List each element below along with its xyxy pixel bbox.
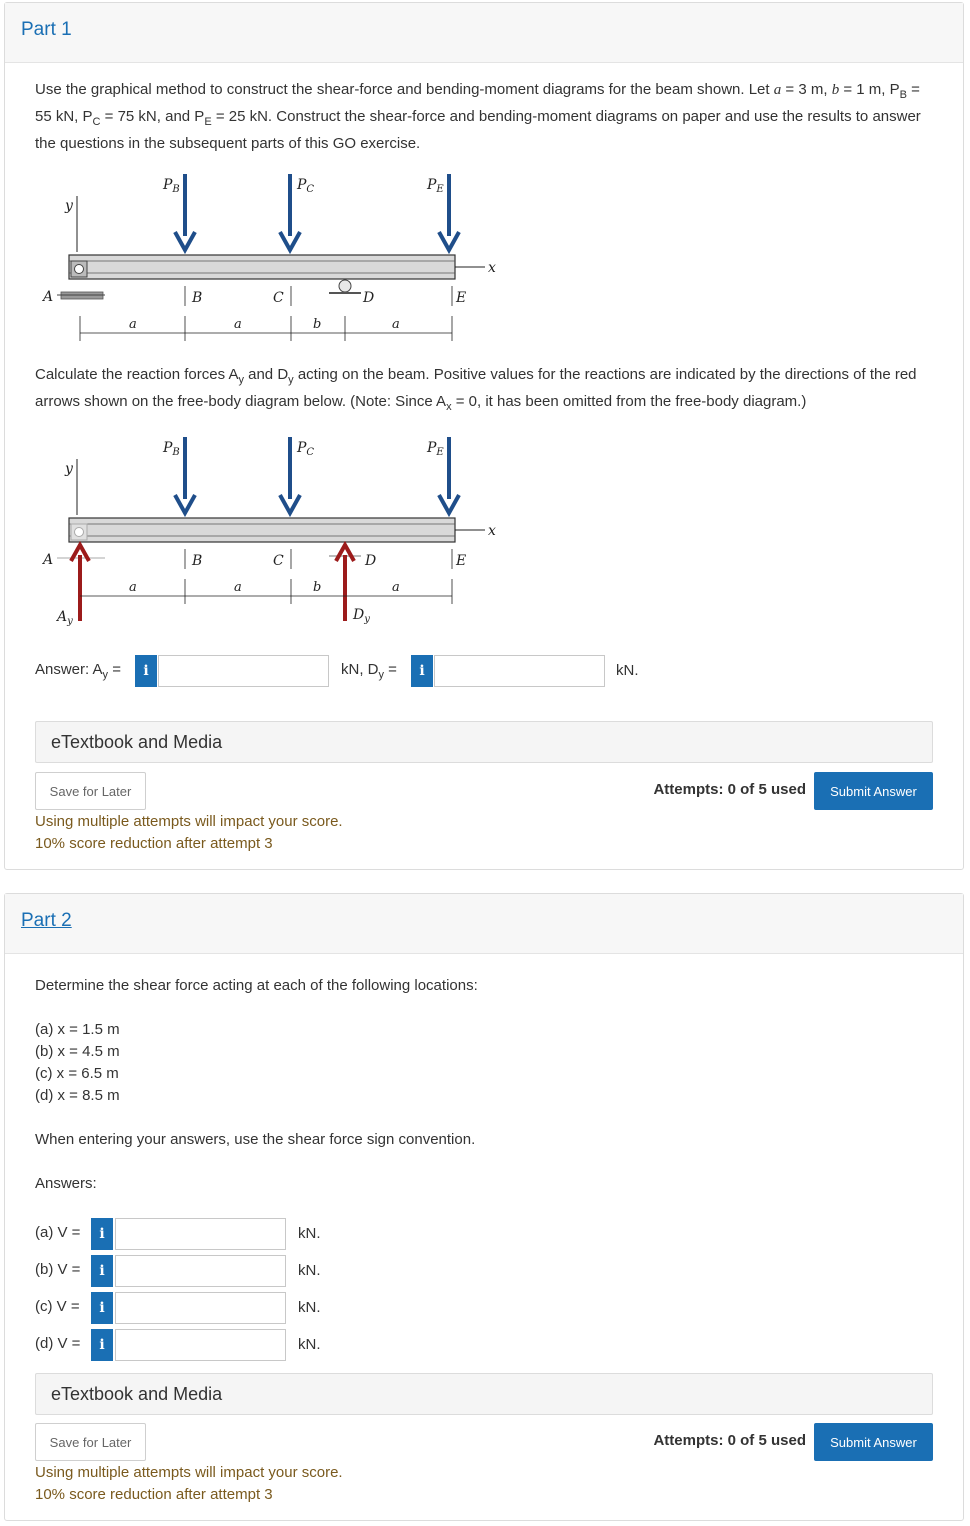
y-axis-label: y [65,198,73,214]
fbd-label-b: B [192,553,203,569]
dy-label-eq: = [384,661,397,678]
label-c: C [273,290,284,306]
location-c: (c) x = 6.5 m [35,1065,119,1082]
ay-info-icon[interactable]: i [135,655,157,687]
reaction-prompt [35,364,940,418]
sub-b: B [899,89,907,101]
location-d: (d) x = 8.5 m [35,1087,120,1104]
label-pe: $P_E$ [427,177,444,195]
beam [69,255,455,279]
fbd-x-axis-label: x [488,523,496,539]
sub-x: x [446,401,452,413]
free-body-diagram [35,429,505,629]
x-axis-label: x [488,260,496,276]
fbd-dim-a-1: a [129,580,137,595]
etextbook-media-2[interactable]: eTextbook and Media [35,1373,933,1415]
location-a: (a) x = 1.5 m [35,1021,120,1038]
intro-text-4: = 55 kN, P [35,81,920,125]
intro-text-6: = 25 kN. Construct the shear-force and bending-moment diagrams on paper and use the results to answer the questions in the subsequent parts of this GO exercise. [35,108,921,152]
sub-e: E [204,116,212,128]
score-reduction-note-1: 10% score reduction after attempt 3 [35,835,273,852]
location-b: (b) x = 4.5 m [35,1043,120,1060]
attempts-counter-1: Attempts: 0 of 5 used [653,781,806,798]
save-for-later-button-2[interactable]: Save for Later [35,1423,146,1461]
submit-answer-button-2[interactable]: Submit Answer [814,1423,933,1461]
ay-label-text: Answer: A [35,661,103,678]
vb-label: (b) V = [35,1261,81,1278]
part2-prompt: Determine the shear force acting at each of the following locations: [35,977,478,994]
attempt-warning-1: Using multiple attempts will impact your score. [35,813,343,830]
vb-input[interactable] [115,1255,286,1287]
label-b: B [192,290,203,306]
dy-label-text: kN, D [341,661,379,678]
answers-label: Answers: [35,1175,97,1192]
va-unit: kN. [298,1225,321,1242]
intro-text-3: = 1 m, P [839,81,900,98]
var-a: a [773,82,782,98]
vd-unit: kN. [298,1336,321,1353]
etextbook-media-1[interactable]: eTextbook and Media [35,721,933,763]
dim-a-3: a [392,317,400,332]
dy-unit: kN. [616,662,639,679]
save-for-later-button-1[interactable]: Save for Later [35,772,146,810]
vc-unit: kN. [298,1299,321,1316]
part2-panel [4,893,964,1521]
label-pb: $P_B$ [163,177,180,195]
label-e: E [456,290,467,306]
fbd-label-e: E [456,553,467,569]
reaction-arrow-ay [71,545,89,621]
vd-input[interactable] [115,1329,286,1361]
intro-text-5: = 75 kN, and P [100,108,205,125]
roller-support-d [339,280,351,292]
dy-label [341,661,397,681]
intro-text-1: Use the graphical method to construct the shear-force and bending-moment diagrams for the beam shown. Let [35,81,774,98]
dim-a-1: a [129,317,137,332]
fbd-beam [69,518,455,542]
sub-y1: y [238,374,244,386]
label-a: A [43,289,54,305]
part1-panel [4,2,964,870]
dy-input[interactable] [434,655,605,687]
ay-label-eq: = [108,661,121,678]
vd-info-icon[interactable]: i [91,1329,113,1361]
ay-label-sub: y [102,669,109,681]
fbd-dim-a-2: a [234,580,242,595]
label-d: D [363,290,375,306]
fbd-label-d: D [365,553,377,569]
vc-input[interactable] [115,1292,286,1324]
reaction-arrow-dy [336,545,354,621]
sub-y2: y [288,374,294,386]
fbd-dim-a-3: a [392,580,400,595]
part1-intro [35,79,940,155]
attempt-warning-2: Using multiple attempts will impact your score. [35,1464,343,1481]
vb-unit: kN. [298,1262,321,1279]
dy-info-icon[interactable]: i [411,655,433,687]
ay-input[interactable] [158,655,329,687]
submit-answer-button-1[interactable]: Submit Answer [814,772,933,810]
ay-label [35,661,121,681]
fbd-label-pb: $P_B$ [163,440,180,458]
vd-label: (d) V = [35,1335,81,1352]
fbd-label-pc: $P_C$ [297,440,315,458]
beam-diagram [35,166,505,346]
dim-b: b [313,317,322,332]
label-pc: $P_C$ [297,177,315,195]
intro-text-2: = 3 m, [781,81,832,98]
fbd-label-pe: $P_E$ [427,440,444,458]
fbd-label-c: C [273,553,284,569]
vb-info-icon[interactable]: i [91,1255,113,1287]
sign-convention-note: When entering your answers, use the shear force sign convention. [35,1131,476,1148]
reaction-text-3: acting on the beam. Positive values for the reactions are indicated by the directions of the red arrows shown on the free-body diagram below. (Note: Since A [35,366,917,410]
part1-header [5,3,963,63]
var-b: b [831,82,840,98]
attempts-counter-2: Attempts: 0 of 5 used [653,1432,806,1449]
va-input[interactable] [115,1218,286,1250]
fbd-label-a: A [43,552,54,568]
fbd-dim-b: b [313,580,322,595]
score-reduction-note-2: 10% score reduction after attempt 3 [35,1486,273,1503]
va-label: (a) V = [35,1224,81,1241]
va-info-icon[interactable]: i [91,1218,113,1250]
part2-title[interactable]: Part 2 [21,910,72,931]
vc-label: (c) V = [35,1298,80,1315]
label-ay: $A_y$ [57,609,73,627]
sub-c: C [92,116,101,128]
dy-label-sub: y [378,669,384,681]
vc-info-icon[interactable]: i [91,1292,113,1324]
reaction-text-4: = 0, it has been omitted from the free-body diagram.) [451,393,807,410]
part1-title: Part 1 [21,19,72,40]
fbd-y-axis-label: y [65,461,73,477]
label-dy: $D_y$ [353,607,370,625]
part2-header [5,894,963,954]
dim-a-2: a [234,317,242,332]
location-list [35,1019,120,1107]
reaction-text-2: and D [243,366,289,383]
reaction-text-1: Calculate the reaction forces A [35,366,239,383]
